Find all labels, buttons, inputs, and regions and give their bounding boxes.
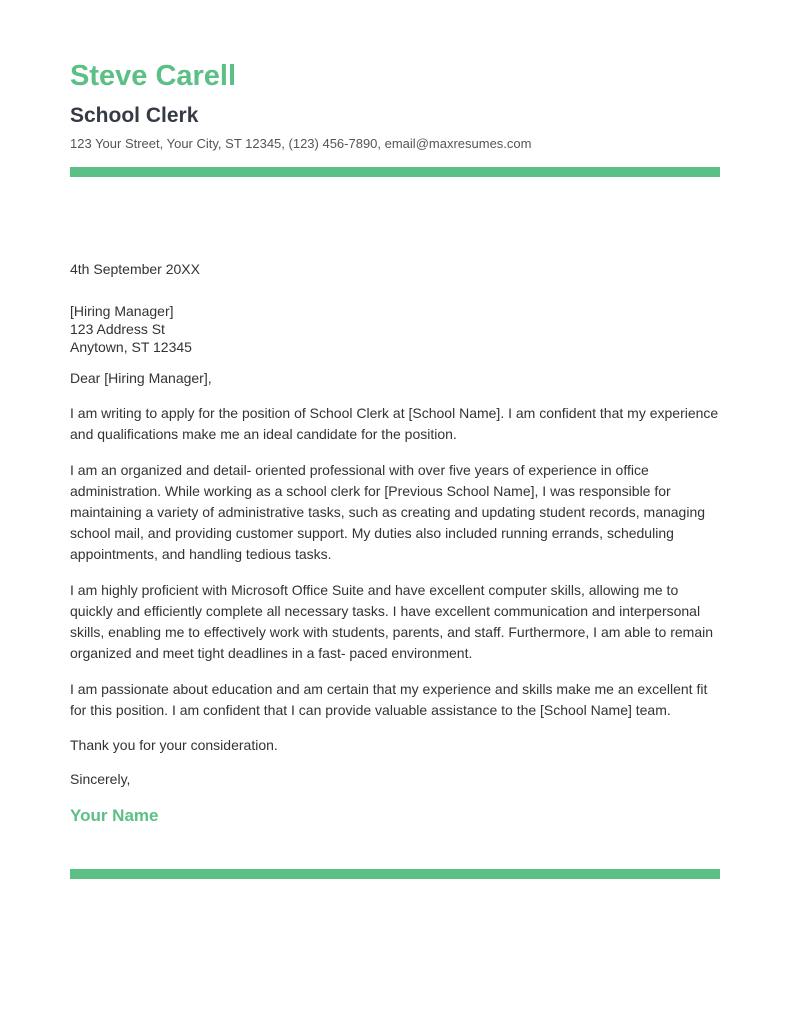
body-paragraph-1: I am writing to apply for the position of School Clerk at [School Name]. I am confident that my experience and qualifications make me an ideal candidate for the position. xyxy=(70,405,719,442)
body-paragraph-4: I am passionate about education and am certain that my experience and skills make me an excellent fit for this position. I am confident that I can provide valuable assistance to the [School Name] team. xyxy=(70,681,708,718)
job-title: School Clerk xyxy=(70,104,199,127)
recipient-street: 123 Address St xyxy=(70,321,165,337)
applicant-name: Steve Carell xyxy=(70,60,237,92)
contact-info: 123 Your Street, Your City, ST 12345, (123) 456-7890, email@maxresumes.com xyxy=(70,136,532,151)
recipient-address xyxy=(70,302,720,356)
header-divider xyxy=(70,167,720,177)
recipient-city: Anytown, ST 12345 xyxy=(70,339,192,355)
body-paragraph-2: I am an organized and detail- oriented professional with over five years of experience in office administration. While working as a school clerk for [Previous School Name], I was responsible for maintaining a variety of administrative tasks, such as creating and updating student records, managing school mail, and providing customer support. My duties also included running errands, scheduling appointments, and handling tedious tasks. xyxy=(70,462,706,562)
recipient-name: [Hiring Manager] xyxy=(70,303,174,319)
body-paragraph-3: I am highly proficient with Microsoft Office Suite and have excellent computer skills, allowing me to quickly and efficiently complete all necessary tasks. I have excellent communication and interpersonal skills, enabling me to effectively work with students, parents, and staff. Furthermore, I am able to remain organized and meet tight deadlines in a fast- paced environment. xyxy=(70,582,714,661)
salutation: Dear [Hiring Manager], xyxy=(70,370,212,386)
closing-thanks: Thank you for your consideration. xyxy=(70,737,278,753)
letter-date: 4th September 20XX xyxy=(70,261,200,277)
footer-divider xyxy=(70,869,720,879)
signature-name: Your Name xyxy=(70,806,159,825)
sign-off: Sincerely, xyxy=(70,771,131,787)
